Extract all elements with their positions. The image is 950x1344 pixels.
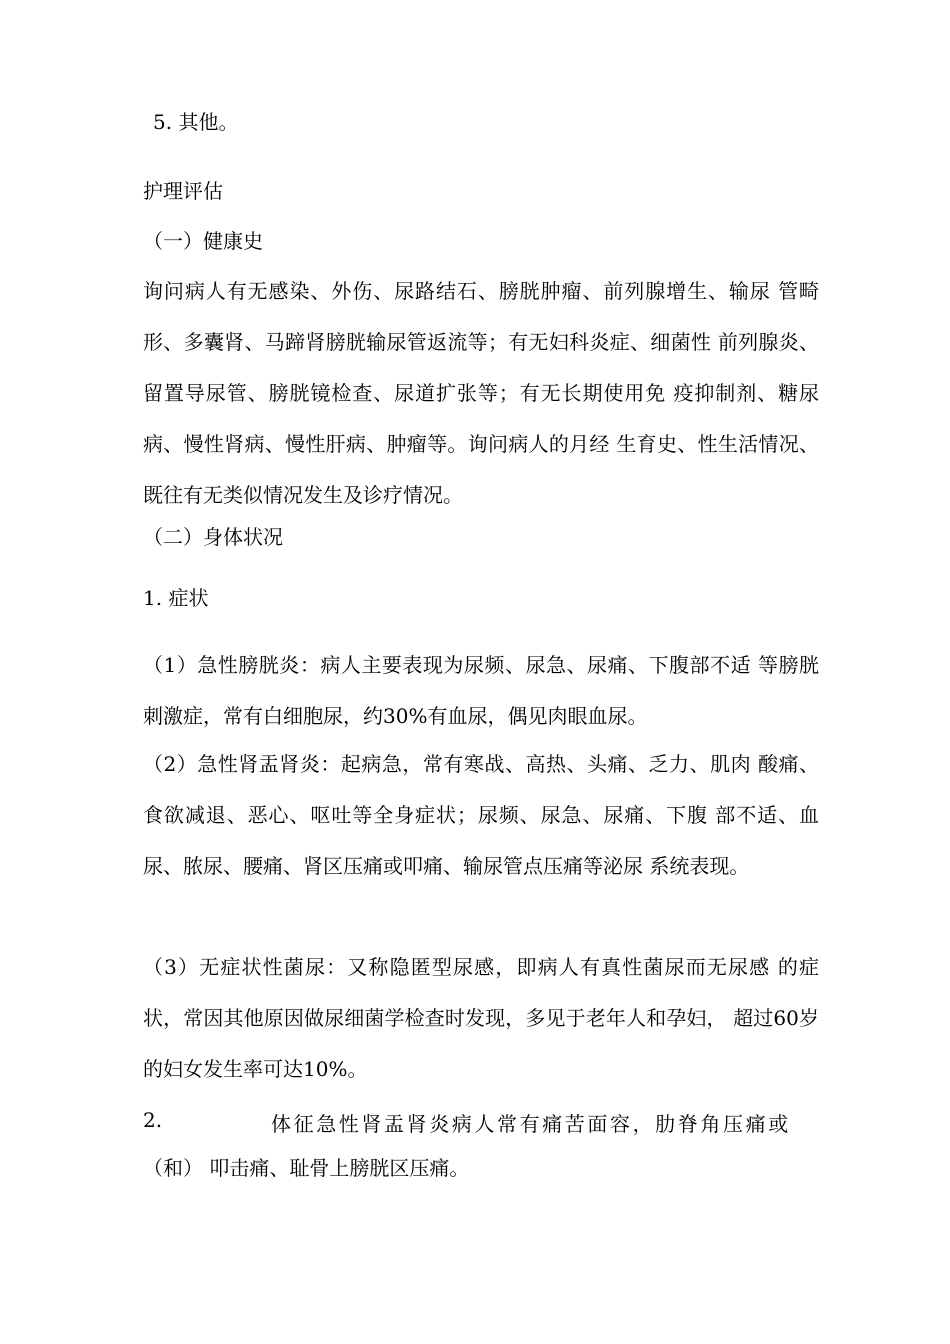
subsection-physical-condition-title: （二）身体状况 (143, 525, 283, 549)
signs-number: 2. (143, 1108, 163, 1132)
list-item-5: 5. 其他。 (153, 110, 239, 134)
symptom-asymptomatic-bacteriuria: （3）无症状性菌尿：又称隐匿型尿感，即病人有真性菌尿而无尿感 的症状，常因其他原因做尿细菌学检查时发现，多见于老年人和孕妇， 超过60岁的妇女发生率可达10%。 (143, 955, 819, 1081)
symptom-acute-cystitis: （1）急性膀胱炎：病人主要表现为尿频、尿急、尿痛、下腹部不适 等膀胱刺激症，常有白细胞尿，约30%有血尿，偶见肉眼血尿。 (143, 653, 819, 728)
subsection-health-history-title: （一）健康史 (143, 229, 263, 253)
section-title: 护理评估 (143, 179, 223, 203)
health-history-paragraph: 询问病人有无感染、外伤、尿路结石、膀胱肿瘤、前列腺增生、输尿 管畸形、多囊肾、马蹄肾膀胱输尿管返流等；有无妇科炎症、细菌性 前列腺炎、留置导尿管、膀胱镜检查、尿道扩张等；有无长期使用免 疫抑制剂、糖尿病、慢性肾病、慢性肝病、肿瘤等。询问病人的月经 生育史、性生活情况、既往有无类似情况发生及诊疗情况。 (143, 279, 819, 507)
symptoms-heading: 1. 症状 (143, 586, 209, 610)
symptom-acute-pyelonephritis: （2）急性肾盂肾炎：起病急，常有寒战、高热、头痛、乏力、肌肉 酸痛、食欲减退、恶心、呕吐等全身症状；尿频、尿急、尿痛、下腹 部不适、血尿、脓尿、腰痛、肾区压痛或叩痛、输尿管点压痛等泌尿 系统表现。 (143, 752, 819, 878)
signs-text: 体征急性肾盂肾炎病人常有痛苦面容，肋脊角压痛或 (271, 1112, 791, 1136)
signs-line-2: （和） 叩击痛、耻骨上膀胱区压痛。 (143, 1156, 470, 1180)
